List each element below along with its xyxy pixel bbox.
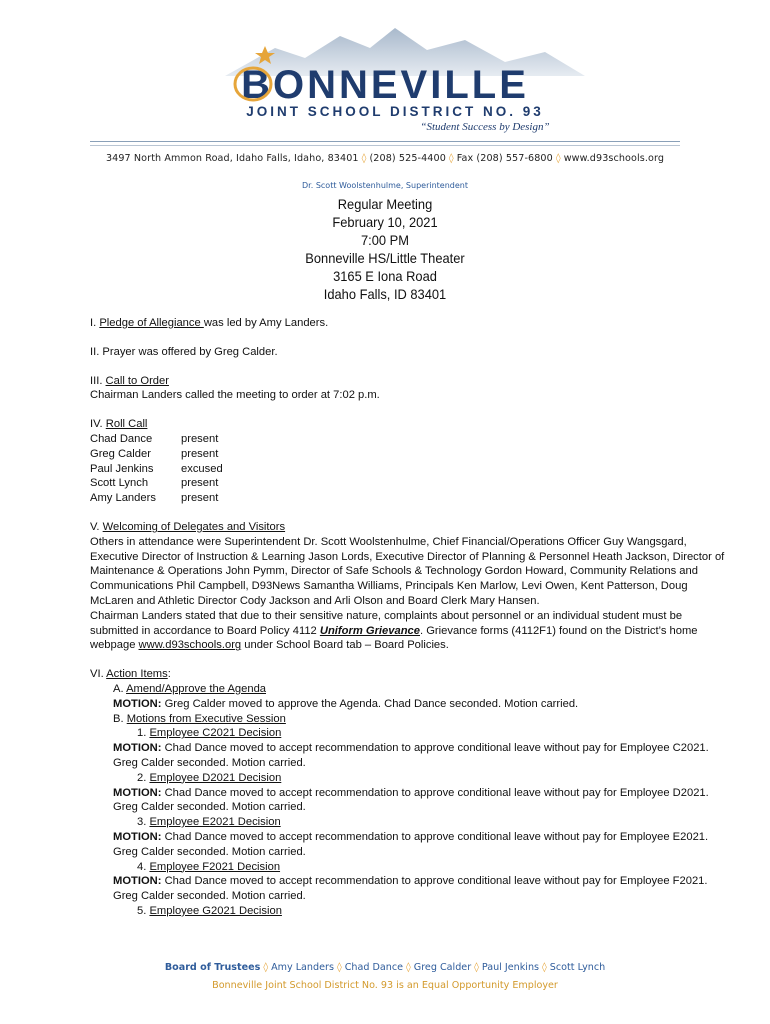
district-logo [165,18,605,136]
welcome-text: Chairman Landers stated that due to their sensitive nature, complaints about personnel or an individual student must be [90,609,683,622]
employee-item-heading: 2. Employee D2021 Decision [137,771,282,784]
motion-line: MOTION: Chad Dance moved to accept recommendation to approve conditional leave without pay for Employee E2021. [113,830,709,843]
pledge-line: I. Pledge of Allegiance was led by Amy Landers. [90,317,329,329]
fax-text: Fax (208) 557-6800 [456,153,553,164]
logo-wordmark: BONNEVILLE [241,63,529,107]
superintendent-line: Dr. Scott Woolstenhulme, Superintendent [302,181,468,190]
welcome-text: webpage www.d93schools.org under School Board tab – Board Policies. [90,639,449,652]
diamond-icon: ◊ [361,153,367,164]
policy-link[interactable]: Uniform Grievance [319,624,420,637]
employee-item-heading: 4. Employee F2021 Decision [137,860,281,873]
meeting-place: Bonneville HS/Little Theater [305,250,465,266]
roll-row: Scott Lynch present [90,477,219,490]
header-rule [90,141,680,142]
website-link[interactable]: www.d93schools.org [138,639,242,652]
item-a-heading: A. Amend/Approve the Agenda [113,682,267,695]
roll-call-heading: IV. Roll Call [90,418,148,431]
motion-line: MOTION: Chad Dance moved to accept recommendation to approve conditional leave without pay for Employee D2021. [113,786,709,799]
action-items-heading: VI. Action Items: [90,668,171,681]
employee-item-heading: 1. Employee C2021 Decision [137,727,282,740]
motion-second: Greg Calder seconded. Motion carried. [113,756,306,769]
meeting-header [0,195,770,303]
motion-line: MOTION: Chad Dance moved to accept recommendation to approve conditional leave without pay for Employee C2021. [113,742,709,755]
trustees-footer [0,962,770,973]
trustee-name: Scott Lynch [549,962,606,973]
meeting-city: Idaho Falls, ID 83401 [323,286,447,302]
motion-line: MOTION: Greg Calder moved to approve the Agenda. Chad Dance seconded. Motion carried. [113,697,579,710]
address-text: 3497 North Ammon Road, Idaho Falls, Idaho, 83401 [105,153,359,164]
roll-row: Amy Landers present [90,492,219,505]
trustee-name: Paul Jenkins [481,962,540,973]
meeting-time: 7:00 PM [361,232,409,248]
logo-subtitle: JOINT SCHOOL DISTRICT NO. 93 [246,104,544,119]
diamond-icon: ◊ [406,962,411,973]
website-link[interactable]: www.d93schools.org [563,153,665,164]
roll-row: Paul Jenkins excused [90,462,223,475]
welcome-text: Maintenance & Operations John Pymm, Director of Safe Schools & Technology Gordon Howard, Community Relations and [90,565,698,578]
call-to-order-text: Chairman Landers called the meeting to order at 7:02 p.m. [90,389,380,402]
roll-row: Greg Calder present [90,447,219,460]
motion-second: Greg Calder seconded. Motion carried. [113,890,306,903]
header-rule-thin [90,145,680,146]
address-line [0,153,770,164]
trustee-name: Amy Landers [271,962,334,973]
diamond-icon: ◊ [263,962,269,973]
welcome-text: Communications Phil Campbell, D93News Samantha Williams, Principals Ken Marlow, Levi Owen, Kent Patterson, Doug [90,580,688,593]
minutes-body [90,316,725,919]
logo-tagline: “Student Success by Design” [420,121,550,133]
welcome-text: Executive Director of Instruction & Learning Jason Lords, Executive Director of Planning & Personnel Heath Jackson, Director of [90,550,725,563]
diamond-icon: ◊ [555,153,561,164]
diamond-icon: ◊ [448,153,454,164]
motion-second: Greg Calder seconded. Motion carried. [113,801,306,814]
employee-item-heading: 3. Employee E2021 Decision [137,816,281,829]
welcome-text: submitted in accordance to Board Policy 4112 Uniform Grievance. Grievance forms (4112F1) found on the District’s home [90,624,698,637]
meeting-street: 3165 E Iona Road [333,268,437,284]
trustee-name: Chad Dance [344,962,404,973]
welcome-text: McLaren and Athletic Director Cody Jackson and Arli Olson and Board Clerk Mary Hansen. [90,594,540,607]
diamond-icon: ◊ [542,962,547,973]
trustee-name: Greg Calder [413,962,472,973]
welcome-text: Others in attendance were Superintendent Dr. Scott Woolstenhulme, Chief Financial/Operations Officer Guy Wangsgard, [90,535,687,548]
prayer-line: II. Prayer was offered by Greg Calder. [90,345,278,358]
item-b-heading: B. Motions from Executive Session [113,712,286,725]
meeting-title: Regular Meeting [337,196,433,212]
diamond-icon: ◊ [336,962,342,973]
eoe-statement: Bonneville Joint School District No. 93 is an Equal Opportunity Employer [212,980,558,991]
diamond-icon: ◊ [474,962,479,973]
board-label: Board of Trustees [164,962,261,973]
welcome-heading: V. Welcoming of Delegates and Visitors [90,520,286,533]
call-to-order-heading: III. Call to Order [90,374,169,387]
roll-row: Chad Dance present [90,432,219,445]
motion-line: MOTION: Chad Dance moved to accept recommendation to approve conditional leave without pay for Employee F2021. [113,875,708,888]
phone-text: (208) 525-4400 [369,153,446,164]
meeting-date: February 10, 2021 [332,214,438,230]
motion-second: Greg Calder seconded. Motion carried. [113,845,306,858]
employee-item-heading: 5. Employee G2021 Decision [137,904,282,917]
